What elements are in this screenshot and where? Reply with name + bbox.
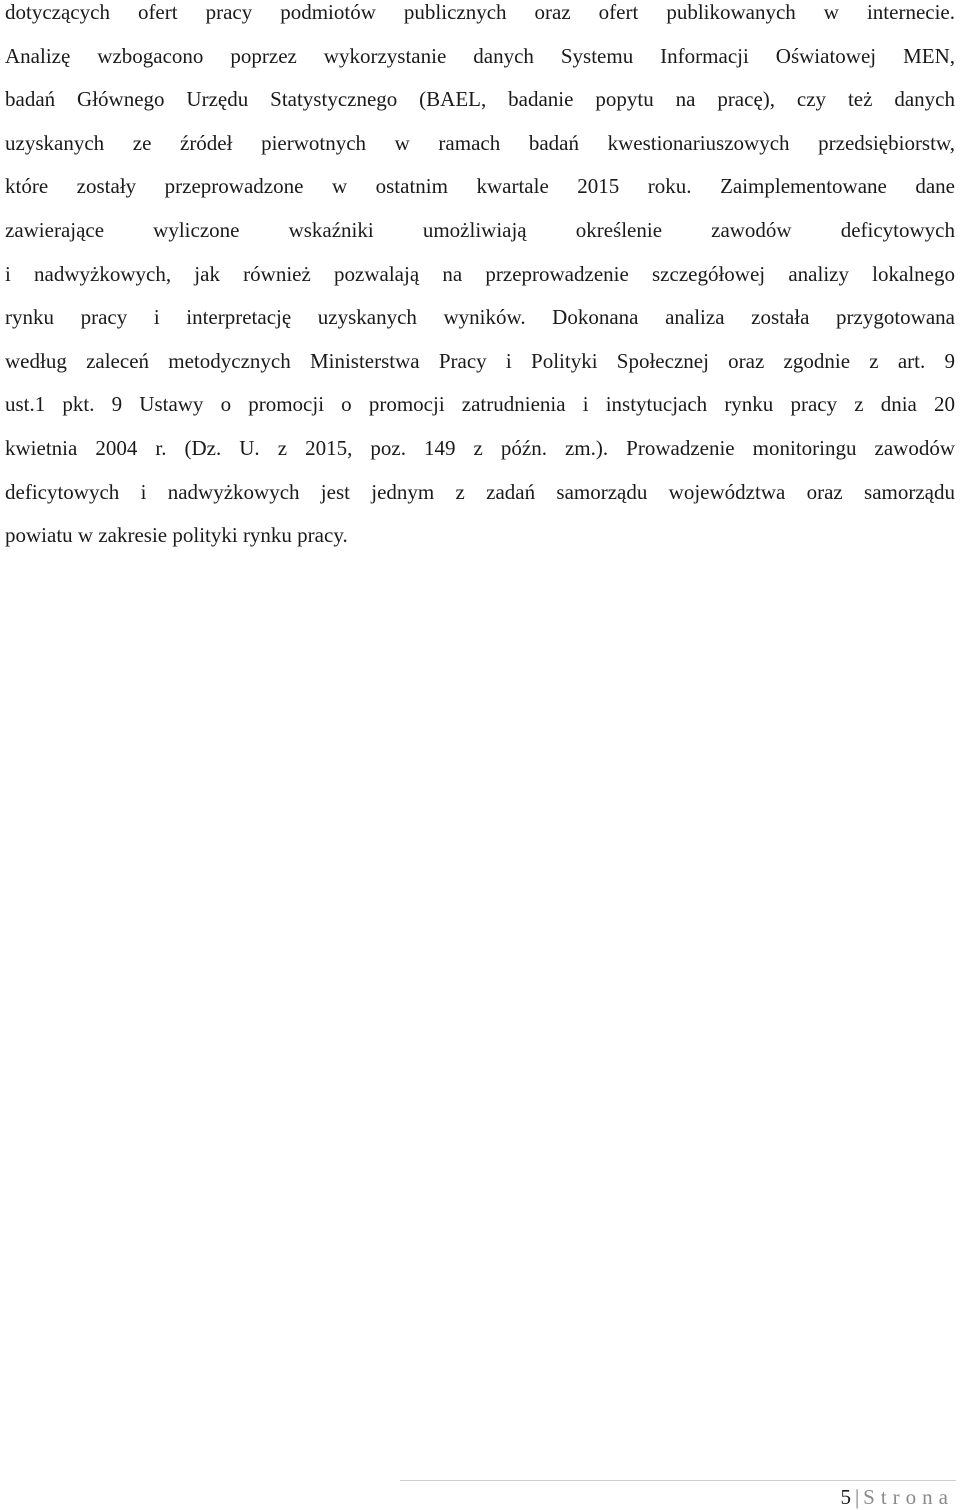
paragraph-line: uzyskanych ze źródeł pierwotnych w ramach badań kwestionariuszowych przedsiębiorstw, — [5, 130, 955, 155]
paragraph-line: Analizę wzbogacono poprzez wykorzystanie danych Systemu Informacji Oświatowej MEN, — [5, 43, 955, 68]
page-footer — [840, 1484, 954, 1510]
footer-separator: | — [854, 1485, 860, 1509]
body-paragraph — [5, 0, 955, 558]
paragraph-line: kwietnia 2004 r. (Dz. U. z 2015, poz. 149 z późn. zm.). Prowadzenie monitoringu zawodów — [5, 435, 955, 460]
paragraph-line: według zaleceń metodycznych Ministerstwa Pracy i Polityki Społecznej oraz zgodnie z art. 9 — [5, 348, 955, 373]
page-number: 5 — [840, 1485, 851, 1509]
paragraph-line: badań Głównego Urzędu Statystycznego (BAEL, badanie popytu na pracę), czy też danych — [5, 87, 955, 112]
paragraph-line: rynku pracy i interpretację uzyskanych wyników. Dokonana analiza została przygotowana — [5, 305, 955, 330]
paragraph-line: zawierające wyliczone wskaźniki umożliwiają określenie zawodów deficytowych — [5, 217, 955, 242]
paragraph-line: i nadwyżkowych, jak również pozwalają na przeprowadzenie szczegółowej analizy lokalnego — [5, 261, 955, 286]
paragraph-line: które zostały przeprowadzone w ostatnim kwartale 2015 roku. Zaimplementowane dane — [5, 174, 955, 199]
page-label: Strona — [863, 1485, 954, 1509]
paragraph-line: deficytowych i nadwyżkowych jest jednym z zadań samorządu województwa oraz samorządu — [5, 479, 955, 504]
paragraph-line: dotyczących ofert pracy podmiotów publicznych oraz ofert publikowanych w internecie. — [5, 0, 955, 24]
paragraph-line-last: powiatu w zakresie polityki rynku pracy. — [5, 523, 348, 548]
footer-divider — [400, 1480, 956, 1481]
paragraph-line: ust.1 pkt. 9 Ustawy o promocji o promocji zatrudnienia i instytucjach rynku pracy z dnia 20 — [5, 392, 955, 417]
